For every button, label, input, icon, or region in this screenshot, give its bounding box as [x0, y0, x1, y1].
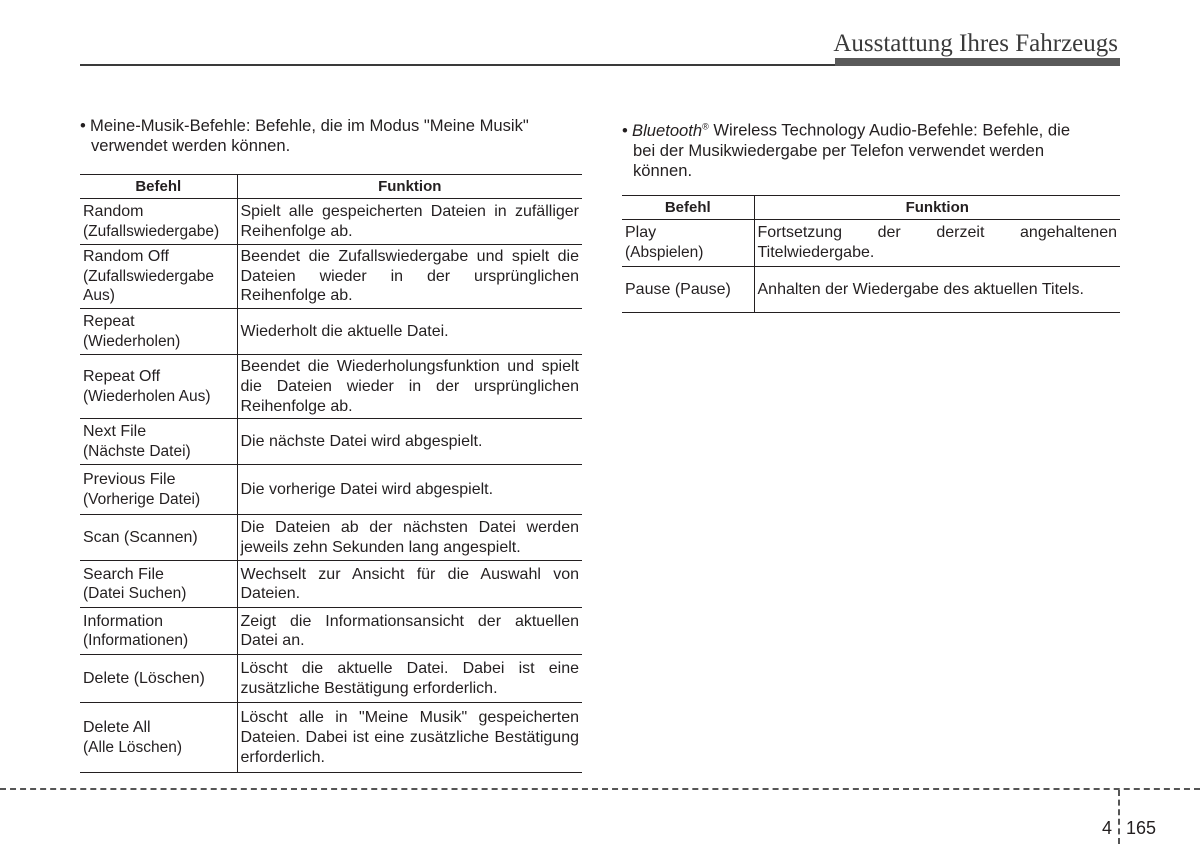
command-cell: Random (Zufallswiedergabe) [80, 199, 237, 245]
bluetooth-brand: Bluetooth® [632, 120, 709, 140]
table-row [80, 655, 582, 703]
function-cell: Spielt alle gespeicherten Dateien in zufälliger Reihenfolge ab. [237, 199, 582, 245]
table-row [80, 465, 582, 515]
command-cell: Repeat Off (Wiederholen Aus) [80, 355, 237, 419]
my-music-commands-table [80, 174, 582, 773]
table-row [622, 220, 1120, 267]
function-cell: Die nächste Datei wird abgespielt. [237, 419, 582, 465]
left-intro [80, 116, 582, 174]
function-cell: Beendet die Zufallswiedergabe und spielt die Dateien wieder in der ursprünglichen Reihenfolge ab. [237, 245, 582, 309]
table-row [80, 245, 582, 309]
right-intro-line3: können. [633, 160, 693, 180]
function-cell: Wechselt zur Ansicht für die Auswahl von Dateien. [237, 561, 582, 608]
command-cell: Repeat (Wiederholen) [80, 309, 237, 355]
table-row [80, 419, 582, 465]
command-cell: Previous File (Vorherige Datei) [80, 465, 237, 515]
table-row [80, 199, 582, 245]
left-intro-line2: verwendet werden können. [91, 136, 291, 155]
command-cell: Random Off (Zufallswiedergabe Aus) [80, 245, 237, 309]
right-intro-line1: Wireless Technology Audio-Befehle: Befehle, die [708, 120, 1071, 140]
table-header-row [622, 196, 1120, 220]
table-row [80, 703, 582, 773]
command-cell: Scan (Scannen) [80, 515, 237, 561]
footer-dashed-rule [0, 788, 1200, 790]
function-cell: Löscht die aktuelle Datei. Dabei ist eine zusätzliche Bestätigung erforderlich. [237, 655, 582, 703]
column-header-command: Befehl [80, 175, 237, 199]
command-cell: Information (Informationen) [80, 608, 237, 655]
function-cell: Zeigt die Informationsansicht der aktuellen Datei an. [237, 608, 582, 655]
table-row [80, 515, 582, 561]
table-row [80, 608, 582, 655]
right-intro [622, 116, 1120, 195]
right-column [622, 116, 1120, 313]
left-intro-line1: Meine-Musik-Befehle: Befehle, die im Modus "Meine Musik" [90, 116, 529, 135]
bluetooth-commands-table [622, 195, 1120, 313]
left-column [80, 116, 582, 773]
column-header-function: Funktion [754, 196, 1120, 220]
chapter-number: 4 [1102, 818, 1113, 838]
command-cell: Search File (Datei Suchen) [80, 561, 237, 608]
column-header-function: Funktion [237, 175, 582, 199]
function-cell: Beendet die Wiederholungsfunktion und spielt die Dateien wieder in der ursprünglichen Reihenfolge ab. [237, 355, 582, 419]
table-row [80, 355, 582, 419]
table-header-row [80, 175, 582, 199]
command-cell: Pause (Pause) [622, 267, 754, 313]
table-row [80, 309, 582, 355]
page-number: 165 [1126, 818, 1157, 838]
header-accent-bar [835, 58, 1120, 66]
bullet-icon: • [80, 116, 86, 135]
page-number-divider [1118, 790, 1120, 844]
column-header-command: Befehl [622, 196, 754, 220]
command-cell: Next File (Nächste Datei) [80, 419, 237, 465]
function-cell: Wiederholt die aktuelle Datei. [237, 309, 582, 355]
right-intro-line2: bei der Musikwiedergabe per Telefon verwendet werden [633, 140, 1045, 160]
command-cell: Delete (Löschen) [80, 655, 237, 703]
table-row [622, 267, 1120, 313]
command-cell: Delete All (Alle Löschen) [80, 703, 237, 773]
command-cell: Play (Abspielen) [622, 220, 754, 267]
function-cell: Löscht alle in "Meine Musik" gespeicherten Dateien. Dabei ist eine zusätzliche Bestätigung erforderlich. [237, 703, 582, 773]
function-cell: Die Dateien ab der nächsten Datei werden jeweils zehn Sekunden lang angespielt. [237, 515, 582, 561]
function-cell: Anhalten der Wiedergabe des aktuellen Titels. [754, 267, 1120, 313]
table-row [80, 561, 582, 608]
page-header-title: Ausstattung Ihres Fahrzeugs [833, 30, 1118, 57]
function-cell: Fortsetzung der derzeit angehaltenen Titelwiedergabe. [754, 220, 1120, 267]
bullet-icon: • [622, 120, 628, 140]
function-cell: Die vorherige Datei wird abgespielt. [237, 465, 582, 515]
